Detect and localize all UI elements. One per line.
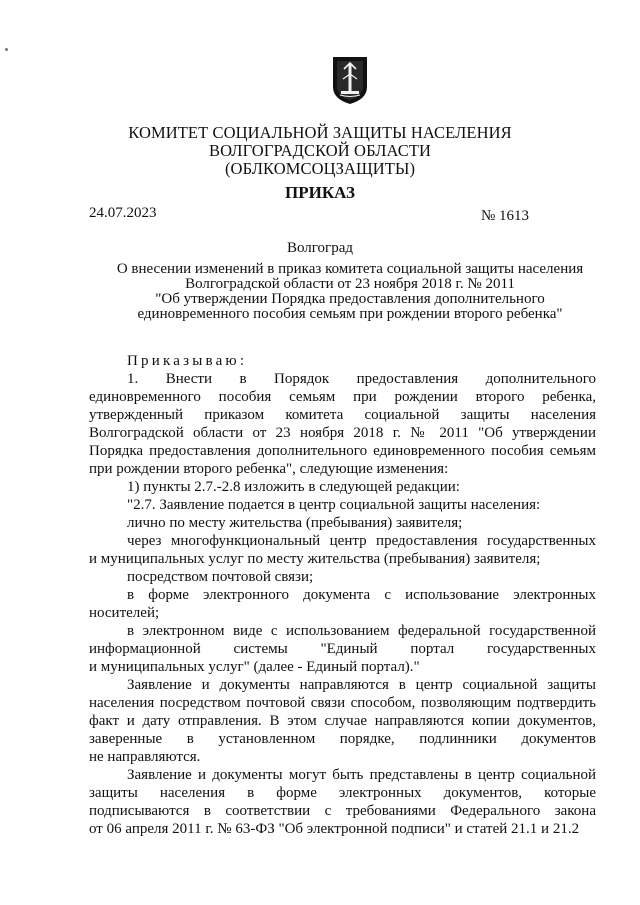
paragraph-9 [89,676,596,766]
paragraph-3: "2.7. Заявление подается в центр социальной защиты населения: [127,497,541,513]
text-line: от 06 апреля 2011 г. № 63-ФЗ "Об электронной подписи" и статей 21.1 и 21.2 [89,821,580,837]
text-line: и муниципальных услуг по месту жительства (пребывания) заявителя; [89,551,541,567]
text-line: факт и дату отправления. В этом случае направляются копии документов, [89,713,596,729]
text-line: не направляются. [89,749,201,765]
subject-line: О внесении изменений в приказ комитета социальной защиты населения [116,261,584,277]
text-line: утвержденный приказом комитета социальной защиты населения [89,407,596,423]
text-line: при рождении второго ребенка", следующие изменения: [89,461,449,477]
order-title: ПРИКАЗ [285,183,355,202]
volgograd-coat-of-arms-icon [331,55,369,105]
order-body [89,352,596,838]
text-line: Заявление и документы могут быть представлены в центр социальной [127,767,596,783]
org-line: (ОБЛКОМСОЦЗАЩИТЫ) [224,159,416,178]
scan-artifact [5,48,8,51]
paragraph-7 [89,586,596,622]
subject-line: Волгоградской области от 23 ноября 2018 г. № 2011 [185,276,515,292]
text-line: Порядка предоставления дополнительного единовременного пособия семьям [89,443,596,459]
text-line: подписываются в соответствии с требованиями Федерального закона [89,803,596,819]
text-line: носителей; [89,605,160,621]
order-date: 24.07.2023 [89,205,157,221]
text-line: в электронном виде с использованием федеральной государственной [127,623,596,639]
paragraph-10 [89,766,596,838]
directive-lead: Приказываю: [127,353,248,369]
paragraph-8 [89,622,596,676]
text-line: защиты населения в форме электронных документов, которые [89,785,596,801]
text-line: Заявление и документы направляются в центр социальной защиты [127,677,596,693]
org-line: ВОЛГОГРАДСКОЙ ОБЛАСТИ [208,141,432,160]
text-line: 1. Внести в Порядок предоставления дополнительного [127,371,596,387]
subject-line: единовременного пособия семьям при рождении второго ребенка" [137,306,563,322]
text-line: информационной системы "Единый портал государственных [89,641,596,657]
text-line: и муниципальных услуг" (далее - Единый портал)." [89,659,420,675]
document-type [0,183,640,203]
subject-line: "Об утверждении Порядка предоставления дополнительного [155,291,545,307]
paragraph-1 [89,370,596,478]
text-line: через многофункциональный центр предоставления государственных [127,533,596,549]
paragraph-2: 1) пункты 2.7.-2.8 изложить в следующей редакции: [127,479,460,495]
org-line: КОМИТЕТ СОЦИАЛЬНОЙ ЗАЩИТЫ НАСЕЛЕНИЯ [128,123,512,142]
text-line: Волгоградской области от 23 ноября 2018 г. № 2011 "Об утверждении [89,425,596,441]
order-number: № 1613 [481,208,530,224]
paragraph-4: лично по месту жительства (пребывания) заявителя; [127,515,463,531]
text-line: населения посредством почтовой связи способом, позволяющим подтвердить [89,695,596,711]
text-line: единовременного пособия семьям при рождении второго ребенка, [89,389,596,405]
order-subject [100,262,600,322]
text-line: заверенные в установленном порядке, подлинники документов [89,731,596,747]
paragraph-5 [89,532,596,568]
paragraph-6: посредством почтовой связи; [127,569,314,585]
city: Волгоград [286,240,353,256]
text-line: в форме электронного документа с использование электронных [127,587,596,603]
organization-name [0,124,640,178]
